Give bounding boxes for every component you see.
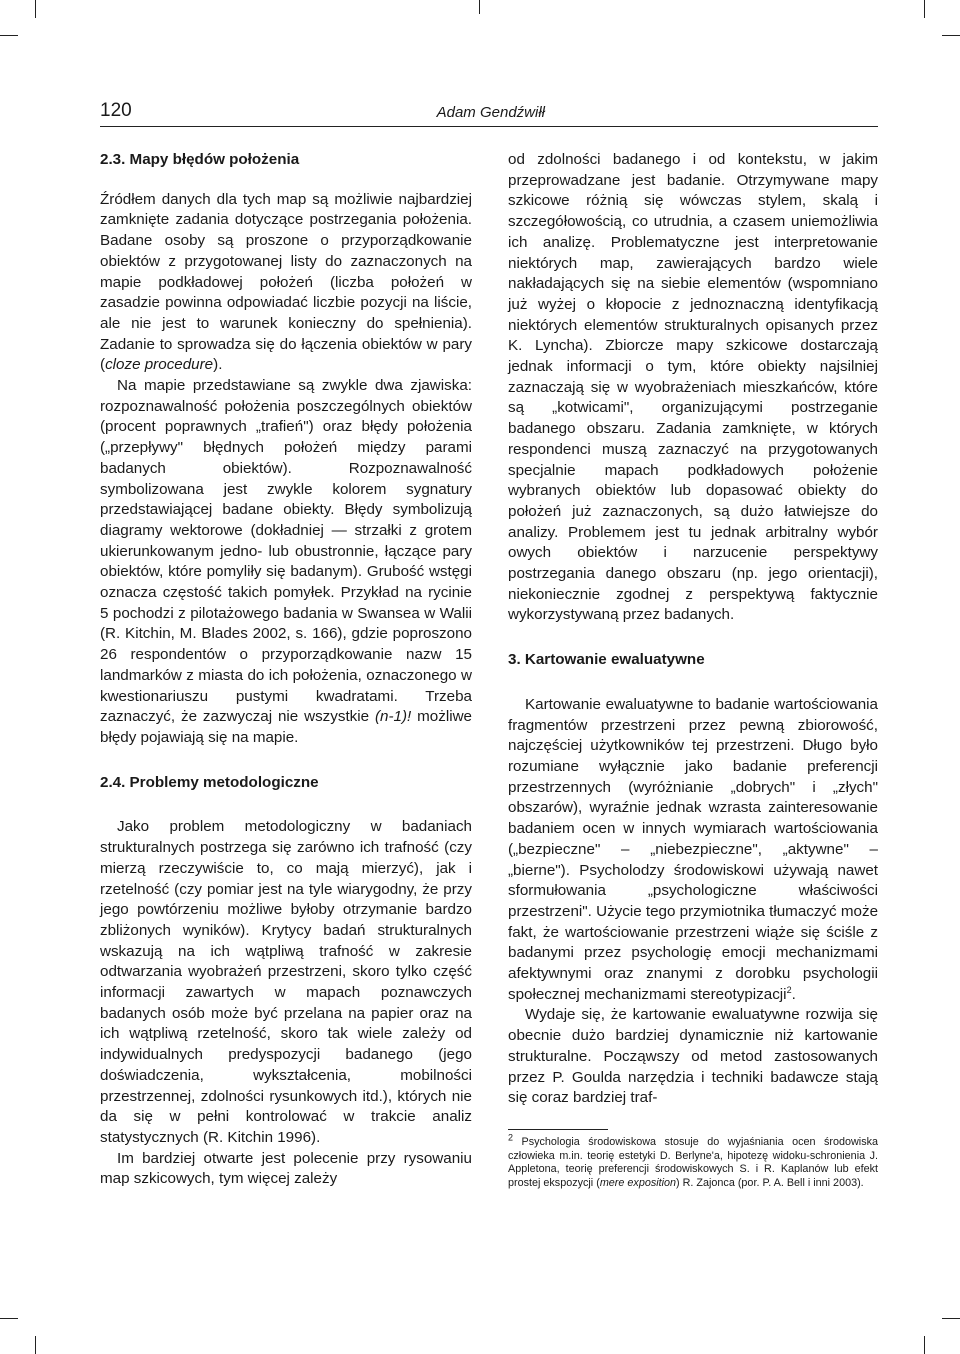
crop-mark-bottom-right [924, 1336, 925, 1354]
paragraph: Im bardziej otwarte jest polecenie przy rysowaniu map szkicowych, tym więcej zależy [100, 1149, 472, 1188]
page-number: 120 [100, 100, 132, 121]
footnote-ref[interactable]: 2 [786, 984, 792, 995]
section-title-2-3: 2.3. Mapy błędów położenia [100, 151, 300, 168]
paragraph: od zdolności badanego i od kontekstu, w jakim przeprowadzane jest badanie. Otrzymywane mapy szkicowe różnią się wówczas stylem, skalą i szczegółowością, co utrudnia, a czasem uniemożliwia ich analizę. Problematyczne jest interpretowanie niektórych map, zawierających bardzo wiele nakładających się na siebie elementów (wspomniano już wyżej o kłopocie z jednoznaczną identyfikacją niektórych elementów strukturalnych opisanych przez K. Lyncha). Zbiorcze mapy szkicowe dostarczają jednak informacji o tym, które obiekty najsilniej zaznaczają się w wyobrażeniach mieszkańców, które są „kotwicami", organizującymi postrzeganie badanego obszaru. Zadania zamknięte, w których respondenci muszą zaznaczyć na przygotowanych specjalnie mapach podkładowych położenie wybranych obiektów lub dopasować obiekty do położeń już zaznaczonych, są dużo łatwiejsze do analizy. Problemem jest tu jednak arbitralny wybór owych obiektów i narzucenie perspektywy postrzegania danego obszaru (np. jego orientacji), niekoniecznie zgodnej z perspektywą faktycznie wykorzystywaną przez badanych. [508, 151, 878, 624]
footnote: $^2$ Psychologia środowiskowa stosuje do wyjaśniania ocen środowiska człowieka m.in. teorię estetyki D. Berlyne'a, hipotezę widoku-schronienia J. Appletona, teorię preferencji środowiskowych S. i R. Kaplanów lub efekt prostej ekspozycji (mere exposition) R. Zajonca (por. P. A. Bell i inni 2003). [508, 1132, 878, 1189]
crop-mark-top-right [924, 0, 925, 18]
crop-mark-bottom-left [35, 1336, 36, 1354]
right-column [508, 150, 878, 1190]
crop-mark-top-right-h [942, 35, 960, 36]
running-header [100, 100, 878, 127]
section-title-3: 3. Kartowanie ewaluatywne [508, 651, 705, 669]
crop-mark-bottom-right-h [942, 1318, 960, 1319]
crop-mark-top-center [479, 0, 480, 14]
crop-mark-top-left [35, 0, 36, 18]
running-header-author: Adam Gendźwiłł [436, 104, 545, 121]
paragraph: Na mapie przedstawiane są zwykle dwa zjawiska: rozpoznawalność położenia poszczególnych obiektów (procent poprawnych „trafień") oraz błędy położenia („przepływy" błędnych położeń między parami badanych obiektów). Rozpoznawalność symbolizowana jest zwykle kolorem sygnatury przedstawiającej badane obiekty. Błędy symbolizują diagramy wektorowe (dokładniej — strzałki z grotem ukierunkowanym jedno- lub obustronnie, łączące pary obiektów, które pomyliły się badanym). Grubość wstęgi oznacza częstość takich pomyłek. Przykład na rycinie 5 pochodzi z pilotażowego badania w Swansea w Walii (R. Kitchin, M. Blades 2002, s. 166), gdzie poproszono 26 respondentów o przyporządkowanie nazw 15 landmarków z miasta do ich położenia, oznaczonego w kwestionariuszu pustymi kwadratami. Trzeba zaznaczyć, że zazwyczaj nie wszystkie (n-1)! możliwe błędy pojawiają się na mapie. [100, 377, 472, 746]
crop-mark-bottom-left-h [0, 1318, 18, 1319]
paragraph: Źródłem danych dla tych map są możliwie najbardziej zamknięte zadania dotyczące postrzegania położenia. Badane osoby są proszone o przyporządkowanie obiektów z przygotowanej listy do zaznaczonych na mapie podkładowej położeń (liczba położeń w zasadzie powinna odpowiadać liczbie pozycji na liście, ale nie jest to warunek konieczny do spełnienia). Zadanie to sprowadza się do łączenia obiektów w pary (cloze procedure). [100, 190, 472, 374]
footnote-separator [508, 1129, 608, 1130]
paragraph: Jako problem metodologiczny w badaniach strukturalnych postrzega się zarówno ich trafność (czy mierzą rzeczywiście to, co mają mierzyć), jak i rzetelność (czy pomiar jest na tyle wiarygodny, że przy jego powtórzeniu możliwe byłoby otrzymanie bardzo zbliżonych wyników). Krytycy badań strukturalnych wskazują na ich wątpliwą trafność w zakresie odtwarzania wyobrażeń przestrzeni, skoro tylko część informacji zawartych w mapach poznawczych badanych osób może być przelana na papier oraz na ich wątpliwą rzetelność, skoro tak wiele zależy od indywidualnych predyspozycji badanego (jego doświadczenia, wykształcenia, mobilności przestrzennej, zdolności rysunkowych itd.), których nie da się w pełni kontrolować w trakcie analiz statystycznych (R. Kitchin 1996). [100, 818, 472, 1146]
section-title-2-4: 2.4. Problemy metodologiczne [100, 773, 319, 791]
paragraph: Wydaje się, że kartowanie ewaluatywne rozwija się obecnie dużo bardziej dynamicznie niż kartowanie strukturalne. Począwszy od metod zastosowanych przez P. Goulda narzędzia i techniki badawcze stają się coraz bardziej traf- [508, 1006, 878, 1107]
paragraph: Kartowanie ewaluatywne to badanie wartościowania fragmentów przestrzeni przez pewną zbiorowość, najczęściej użytkowników tej przestrzeni. Długo było rozumiane wyłącznie jako badanie preferencji przestrzennych (wyróżnianie „dobrych" i „złych" obszarów), wyraźnie jednak wzrasta zainteresowanie badaniem ocen w innych wymiarach wartościowania („bezpieczne" – „niebezpieczne", „aktywne" – „bierne"). Psycholodzy środowiskowi używają nawet sformułowania „psychologiczne właściwości przestrzeni". Użycie tego przymiotnika tłumaczyć może fakt, że wartościowanie przestrzeni wiąże się ściśle z badanymi przez psychologię emocji mechanizmami afektywnymi oraz znanymi z dorobku psychologii społecznej mechanizmami stereotypizacji$^2$. [508, 695, 879, 1003]
crop-mark-top-left-h [0, 35, 18, 36]
left-column [100, 150, 472, 1190]
